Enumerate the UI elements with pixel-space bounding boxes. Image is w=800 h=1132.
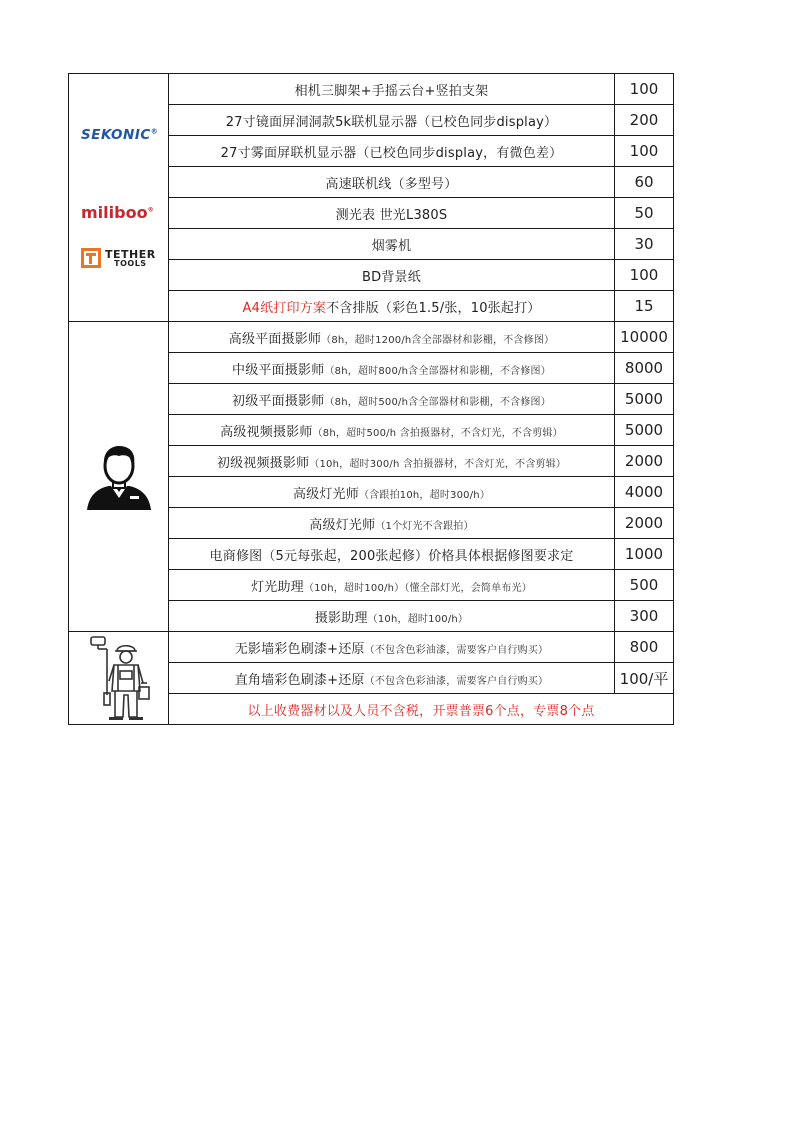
tether-tools-mark-icon <box>81 248 101 268</box>
staff-icon-cell <box>69 322 169 632</box>
footnote: 以上收费器材以及人员不含税，开票普票6个点，专票8个点 <box>169 694 674 725</box>
item-price: 100 <box>615 74 674 105</box>
item-description: 中级平面摄影师（8h，超时800/h含全部器材和影棚，不含修图） <box>169 353 615 384</box>
item-description: A4纸打印方案不含排版（彩色1.5/张，10张起打） <box>169 291 615 322</box>
item-price: 50 <box>615 198 674 229</box>
item-description: 相机三脚架+手摇云台+竖拍支架 <box>169 74 615 105</box>
table-row <box>69 322 674 353</box>
painting-icon-cell <box>69 632 169 725</box>
table-row <box>69 632 674 663</box>
item-description: 高级灯光师（含跟拍10h，超时300/h） <box>169 477 615 508</box>
item-price: 2000 <box>615 446 674 477</box>
item-price: 8000 <box>615 353 674 384</box>
item-price: 100 <box>615 260 674 291</box>
item-description: 高速联机线（多型号） <box>169 167 615 198</box>
item-price: 10000 <box>615 322 674 353</box>
item-price: 1000 <box>615 539 674 570</box>
item-description: 初级平面摄影师（8h，超时500/h含全部器材和影棚，不含修图） <box>169 384 615 415</box>
item-description: 初级视频摄影师（10h，超时300/h 含拍摄器材，不含灯光，不含剪辑） <box>169 446 615 477</box>
item-description: BD背景纸 <box>169 260 615 291</box>
item-description: 电商修图（5元每张起，200张起修）价格具体根据修图要求定 <box>169 539 615 570</box>
item-description: 直角墙彩色刷漆+还原（不包含色彩油漆，需要客户自行购买） <box>169 663 615 694</box>
item-description: 27寸雾面屏联机显示器（已校色同步display，有微色差） <box>169 136 615 167</box>
item-price: 100 <box>615 136 674 167</box>
item-description: 无影墙彩色刷漆+还原（不包含色彩油漆，需要客户自行购买） <box>169 632 615 663</box>
item-price: 800 <box>615 632 674 663</box>
item-price: 60 <box>615 167 674 198</box>
item-price: 2000 <box>615 508 674 539</box>
painter-worker-icon <box>87 635 151 721</box>
item-price: 4000 <box>615 477 674 508</box>
item-description: 高级平面摄影师（8h，超时1200/h含全部器材和影棚，不含修图） <box>169 322 615 353</box>
item-description: 高级灯光师（1个灯光不含跟拍） <box>169 508 615 539</box>
price-table <box>68 73 674 725</box>
highlight-text: A4纸打印方案 <box>242 300 327 316</box>
item-price: 200 <box>615 105 674 136</box>
miliboo-logo: miliboo® <box>81 203 154 222</box>
sekonic-logo: SEKONIC® <box>81 127 159 143</box>
item-price: 5000 <box>615 415 674 446</box>
item-description: 高级视频摄影师（8h，超时500/h 含拍摄器材，不含灯光，不含剪辑） <box>169 415 615 446</box>
item-price: 100/平 <box>615 663 674 694</box>
item-price: 300 <box>615 601 674 632</box>
tether-tools-logo: TETHER TOOLS <box>81 248 156 268</box>
item-description: 27寸镜面屏洞洞款5k联机显示器（已校色同步display） <box>169 105 615 136</box>
item-price: 15 <box>615 291 674 322</box>
item-description: 灯光助理（10h，超时100/h）（懂全部灯光，会简单布光） <box>169 570 615 601</box>
item-description: 测光表 世光L380S <box>169 198 615 229</box>
item-price: 500 <box>615 570 674 601</box>
item-description: 摄影助理（10h，超时100/h） <box>169 601 615 632</box>
item-description: 烟雾机 <box>169 229 615 260</box>
equipment-brands-cell <box>69 74 169 322</box>
table-row <box>69 74 674 105</box>
item-price: 30 <box>615 229 674 260</box>
item-price: 5000 <box>615 384 674 415</box>
photographer-avatar-icon <box>83 444 155 510</box>
